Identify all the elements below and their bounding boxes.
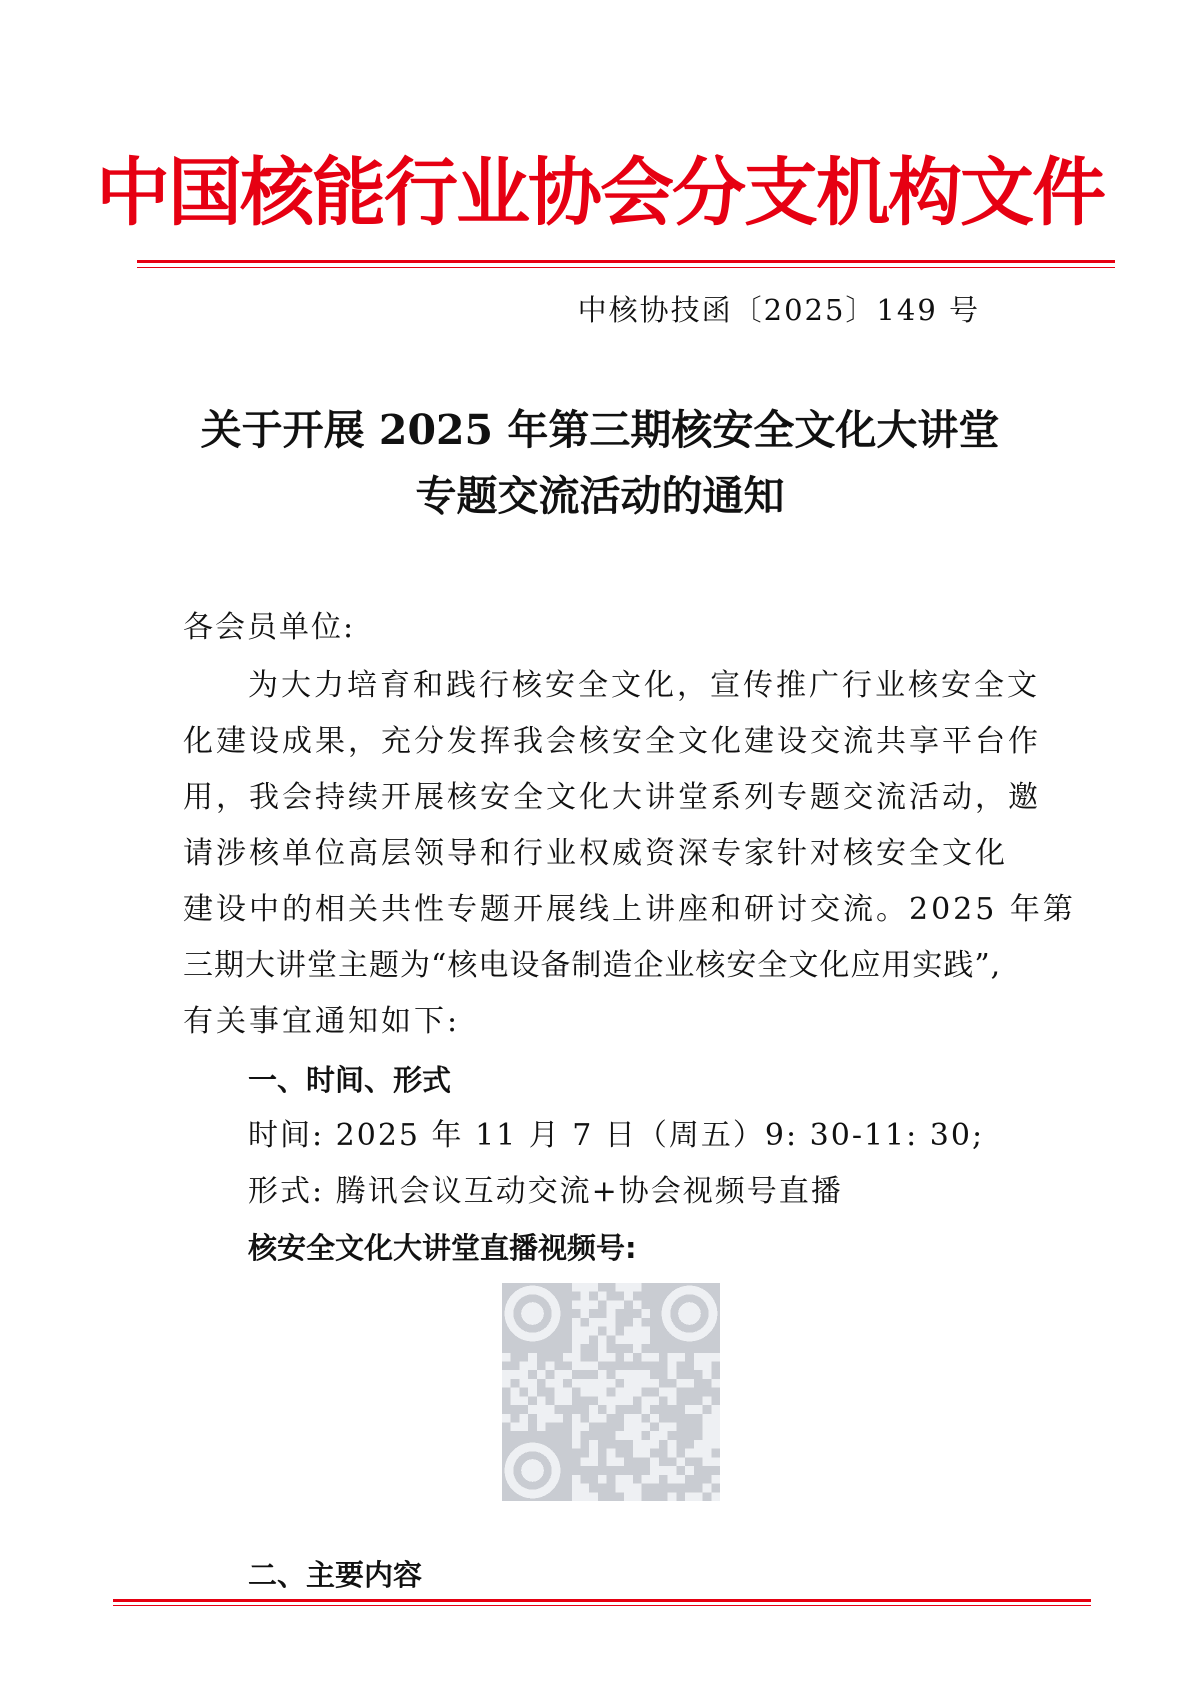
body-line: 建设中的相关共性专题开展线上讲座和研讨交流。2025 年第 xyxy=(183,892,1076,927)
qr-module xyxy=(668,1370,677,1379)
qr-module xyxy=(519,1396,528,1405)
qr-module xyxy=(511,1388,520,1397)
body-line: 三期大讲堂主题为“核电设备制造企业核安全文化应用实践”, xyxy=(183,948,1002,983)
qr-module xyxy=(502,1353,511,1362)
qr-module xyxy=(703,1484,712,1493)
qr-module xyxy=(580,1361,589,1370)
qr-module xyxy=(519,1379,528,1388)
qr-module xyxy=(580,1283,589,1292)
qr-module xyxy=(546,1379,555,1388)
qr-module xyxy=(519,1361,528,1370)
qr-module xyxy=(711,1353,720,1362)
qr-module xyxy=(502,1379,511,1388)
qr-module xyxy=(580,1300,589,1309)
qr-module xyxy=(711,1414,720,1423)
qr-module xyxy=(537,1405,546,1414)
qr-module xyxy=(502,1414,511,1423)
qr-module xyxy=(598,1379,607,1388)
qr-module xyxy=(650,1414,659,1423)
qr-module xyxy=(580,1327,589,1336)
qr-module xyxy=(685,1466,694,1475)
qr-module xyxy=(642,1335,651,1344)
qr-module xyxy=(694,1440,703,1449)
qr-module xyxy=(711,1379,720,1388)
qr-module xyxy=(607,1449,616,1458)
qr-module xyxy=(589,1449,598,1458)
qr-module xyxy=(711,1431,720,1440)
qr-module xyxy=(703,1396,712,1405)
qr-module xyxy=(650,1457,659,1466)
qr-module xyxy=(572,1379,581,1388)
qr-module xyxy=(589,1388,598,1397)
qr-module xyxy=(528,1405,537,1414)
qr-module xyxy=(633,1414,642,1423)
qr-module xyxy=(572,1335,581,1344)
qr-module xyxy=(703,1440,712,1449)
qr-module xyxy=(615,1431,624,1440)
qr-module xyxy=(572,1431,581,1440)
qr-module xyxy=(633,1492,642,1501)
qr-module xyxy=(703,1431,712,1440)
qr-module xyxy=(668,1388,677,1397)
qr-module xyxy=(589,1318,598,1327)
qr-module xyxy=(589,1361,598,1370)
qr-module xyxy=(580,1492,589,1501)
qr-module xyxy=(711,1492,720,1501)
qr-module xyxy=(615,1370,624,1379)
qr-module xyxy=(607,1353,616,1362)
qr-module xyxy=(633,1283,642,1292)
qr-module xyxy=(703,1457,712,1466)
qr-module xyxy=(615,1484,624,1493)
qr-module xyxy=(642,1309,651,1318)
qr-module xyxy=(563,1370,572,1379)
qr-module xyxy=(659,1466,668,1475)
qr-module xyxy=(537,1370,546,1379)
qr-module xyxy=(563,1353,572,1362)
qr-module xyxy=(624,1423,633,1432)
qr-module xyxy=(668,1396,677,1405)
qr-code-icon xyxy=(502,1283,720,1501)
body-line: 有关事宜通知如下: xyxy=(183,1004,461,1039)
qr-module xyxy=(598,1344,607,1353)
qr-module xyxy=(694,1405,703,1414)
qr-module xyxy=(607,1396,616,1405)
qr-module xyxy=(624,1475,633,1484)
qr-module xyxy=(607,1379,616,1388)
body-line: 为大力培育和践行核安全文化，宣传推广行业核安全文 xyxy=(248,668,1040,703)
qr-module xyxy=(519,1370,528,1379)
qr-module xyxy=(563,1388,572,1397)
qr-module xyxy=(650,1353,659,1362)
qr-module xyxy=(624,1431,633,1440)
qr-module xyxy=(615,1283,624,1292)
qr-module xyxy=(633,1423,642,1432)
header-rule-thin xyxy=(137,267,1115,268)
qr-module xyxy=(668,1492,677,1501)
qr-module xyxy=(685,1449,694,1458)
qr-module xyxy=(607,1309,616,1318)
qr-module xyxy=(589,1405,598,1414)
qr-module xyxy=(624,1379,633,1388)
qr-module xyxy=(598,1396,607,1405)
qr-module xyxy=(633,1370,642,1379)
qr-module xyxy=(589,1300,598,1309)
qr-module xyxy=(642,1423,651,1432)
qr-module xyxy=(694,1492,703,1501)
qr-module xyxy=(598,1388,607,1397)
qr-module xyxy=(659,1431,668,1440)
qr-module xyxy=(711,1440,720,1449)
qr-module xyxy=(598,1292,607,1301)
qr-module xyxy=(580,1388,589,1397)
qr-module xyxy=(580,1335,589,1344)
qr-module xyxy=(615,1457,624,1466)
qr-module xyxy=(694,1353,703,1362)
qr-module xyxy=(598,1370,607,1379)
qr-module xyxy=(668,1361,677,1370)
qr-module xyxy=(668,1353,677,1362)
qr-module xyxy=(528,1361,537,1370)
qr-module xyxy=(650,1466,659,1475)
qr-module xyxy=(633,1379,642,1388)
qr-module xyxy=(598,1414,607,1423)
qr-module xyxy=(546,1405,555,1414)
qr-module xyxy=(554,1396,563,1405)
qr-module xyxy=(554,1414,563,1423)
qr-module xyxy=(642,1475,651,1484)
qr-module xyxy=(502,1370,511,1379)
qr-module xyxy=(563,1396,572,1405)
qr-module xyxy=(580,1379,589,1388)
qr-module xyxy=(572,1283,581,1292)
qr-module xyxy=(607,1300,616,1309)
qr-module xyxy=(668,1466,677,1475)
event-format: 形式: 腾讯会议互动交流+协会视频号直播 xyxy=(248,1174,843,1209)
qr-module xyxy=(607,1327,616,1336)
qr-module xyxy=(589,1379,598,1388)
qr-module xyxy=(580,1457,589,1466)
qr-module xyxy=(659,1423,668,1432)
qr-module xyxy=(650,1396,659,1405)
qr-module xyxy=(598,1475,607,1484)
qr-module xyxy=(528,1379,537,1388)
qr-module xyxy=(633,1300,642,1309)
qr-module xyxy=(668,1449,677,1458)
qr-module xyxy=(572,1353,581,1362)
qr-module xyxy=(624,1370,633,1379)
qr-module xyxy=(589,1492,598,1501)
qr-module xyxy=(711,1475,720,1484)
qr-module xyxy=(633,1318,642,1327)
notice-title-line1: 关于开展 2025 年第三期核安全文化大讲堂 xyxy=(200,406,1000,454)
qr-module xyxy=(589,1457,598,1466)
footer-rule-thick xyxy=(113,1599,1091,1602)
qr-module xyxy=(624,1492,633,1501)
qr-code-graphic xyxy=(502,1283,720,1501)
qr-module xyxy=(589,1440,598,1449)
qr-module xyxy=(642,1379,651,1388)
qr-module xyxy=(711,1457,720,1466)
qr-module xyxy=(642,1327,651,1336)
qr-module xyxy=(589,1414,598,1423)
qr-module xyxy=(685,1379,694,1388)
qr-module xyxy=(615,1396,624,1405)
qr-module xyxy=(572,1361,581,1370)
qr-module xyxy=(633,1344,642,1353)
notice-title-line2: 专题交流活动的通知 xyxy=(415,472,785,520)
qr-module xyxy=(607,1405,616,1414)
qr-module xyxy=(633,1327,642,1336)
qr-module xyxy=(554,1379,563,1388)
header-rule-thick xyxy=(137,260,1115,263)
qr-module xyxy=(607,1318,616,1327)
footer-rule-thin xyxy=(113,1605,1091,1606)
qr-module xyxy=(511,1370,520,1379)
qr-module xyxy=(650,1475,659,1484)
body-line: 化建设成果，充分发挥我会核安全文化建设交流共享平台作 xyxy=(183,724,1041,759)
qr-module xyxy=(537,1396,546,1405)
qr-module xyxy=(676,1457,685,1466)
qr-module xyxy=(572,1414,581,1423)
qr-module xyxy=(598,1353,607,1362)
body-line: 请涉核单位高层领导和行业权威资深专家针对核安全文化 xyxy=(183,836,1008,871)
qr-module xyxy=(694,1361,703,1370)
qr-module xyxy=(615,1335,624,1344)
qr-module xyxy=(642,1353,651,1362)
qr-module xyxy=(703,1414,712,1423)
qr-module xyxy=(668,1423,677,1432)
qr-module xyxy=(580,1423,589,1432)
qr-module xyxy=(668,1440,677,1449)
qr-module xyxy=(650,1379,659,1388)
qr-module xyxy=(598,1318,607,1327)
qr-module xyxy=(624,1388,633,1397)
qr-module xyxy=(537,1414,546,1423)
qr-module xyxy=(624,1292,633,1301)
qr-module xyxy=(633,1440,642,1449)
qr-module xyxy=(642,1370,651,1379)
qr-module xyxy=(711,1423,720,1432)
qr-module xyxy=(633,1388,642,1397)
salutation: 各会员单位: xyxy=(183,610,356,645)
qr-module xyxy=(554,1370,563,1379)
org-header-title: 中国核能行业协会分支机构文件 xyxy=(96,150,1104,236)
section1-heading: 一、时间、形式 xyxy=(248,1063,452,1097)
qr-module xyxy=(624,1327,633,1336)
qr-module xyxy=(703,1370,712,1379)
qr-module xyxy=(511,1396,520,1405)
qr-module xyxy=(650,1431,659,1440)
qr-module xyxy=(572,1475,581,1484)
qr-module xyxy=(624,1335,633,1344)
qr-module xyxy=(624,1283,633,1292)
qr-module xyxy=(580,1484,589,1493)
qr-module xyxy=(546,1361,555,1370)
qr-module xyxy=(676,1475,685,1484)
qr-module xyxy=(554,1388,563,1397)
qr-module xyxy=(624,1353,633,1362)
qr-module xyxy=(537,1423,546,1432)
qr-module xyxy=(580,1292,589,1301)
qr-module xyxy=(694,1449,703,1458)
qr-module xyxy=(685,1492,694,1501)
qr-module xyxy=(572,1423,581,1432)
qr-module xyxy=(528,1388,537,1397)
qr-module xyxy=(519,1414,528,1423)
channel-label: 核安全文化大讲堂直播视频号: xyxy=(248,1231,637,1265)
event-time: 时间: 2025 年 11 月 7 日（周五）9: 30-11: 30; xyxy=(248,1118,985,1153)
qr-module xyxy=(711,1405,720,1414)
qr-module xyxy=(607,1457,616,1466)
qr-module xyxy=(589,1327,598,1336)
qr-module xyxy=(589,1283,598,1292)
qr-module xyxy=(572,1344,581,1353)
qr-module xyxy=(598,1335,607,1344)
body-line: 用，我会持续开展核安全文化大讲堂系列专题交流活动，邀 xyxy=(183,780,1041,815)
qr-module xyxy=(511,1423,520,1432)
qr-module xyxy=(624,1396,633,1405)
qr-module xyxy=(642,1449,651,1458)
qr-module xyxy=(703,1361,712,1370)
qr-module xyxy=(642,1440,651,1449)
qr-module xyxy=(633,1335,642,1344)
qr-module xyxy=(615,1475,624,1484)
qr-module xyxy=(676,1353,685,1362)
qr-module xyxy=(668,1475,677,1484)
section2-heading: 二、主要内容 xyxy=(248,1558,423,1592)
qr-module xyxy=(633,1449,642,1458)
qr-module xyxy=(572,1492,581,1501)
qr-module xyxy=(572,1300,581,1309)
qr-module xyxy=(546,1414,555,1423)
qr-module xyxy=(633,1484,642,1493)
qr-module xyxy=(659,1388,668,1397)
qr-module xyxy=(572,1318,581,1327)
qr-module xyxy=(580,1309,589,1318)
qr-module xyxy=(615,1388,624,1397)
qr-module xyxy=(572,1440,581,1449)
qr-module xyxy=(633,1431,642,1440)
qr-module xyxy=(685,1405,694,1414)
qr-module xyxy=(703,1353,712,1362)
qr-module xyxy=(650,1440,659,1449)
qr-module xyxy=(642,1396,651,1405)
qr-module xyxy=(642,1405,651,1414)
qr-module xyxy=(703,1423,712,1432)
qr-module xyxy=(624,1414,633,1423)
qr-module xyxy=(528,1353,537,1362)
qr-module xyxy=(572,1327,581,1336)
qr-module xyxy=(624,1484,633,1493)
qr-module xyxy=(615,1300,624,1309)
document-number: 中核协技函〔2025〕149 号 xyxy=(577,293,980,327)
qr-module xyxy=(572,1484,581,1493)
qr-module xyxy=(703,1449,712,1458)
qr-module xyxy=(676,1379,685,1388)
qr-module xyxy=(519,1423,528,1432)
